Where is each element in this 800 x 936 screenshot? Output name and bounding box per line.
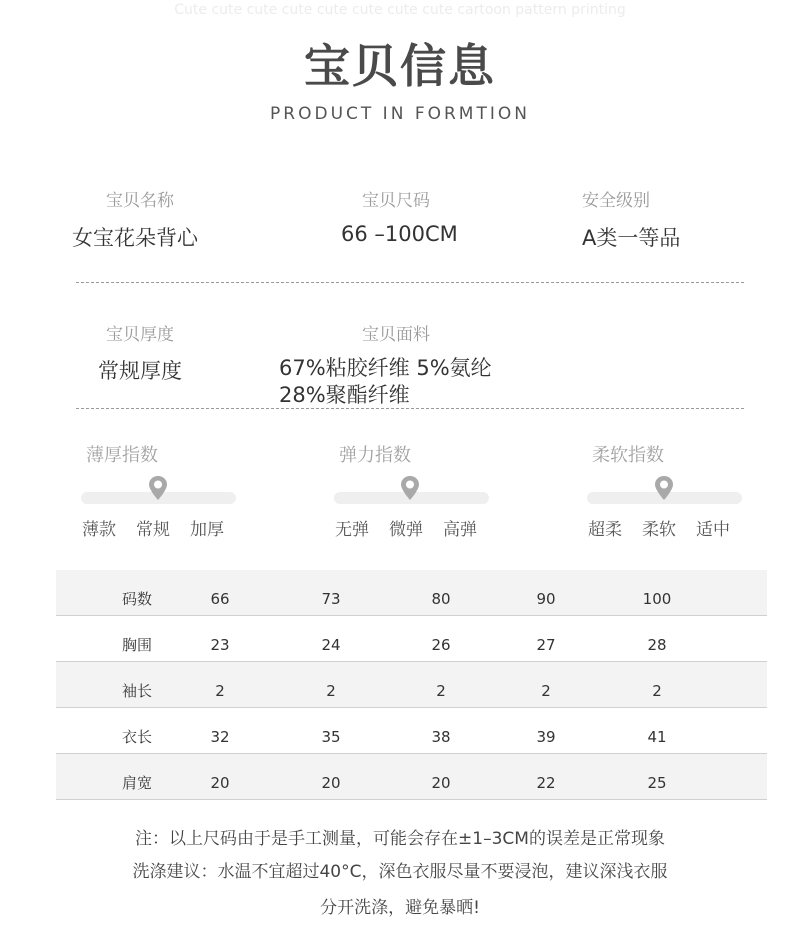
page-subtitle: PRODUCT IN FORMTION (270, 104, 530, 124)
washing-note-line1: 洗涤建议：水温不宜超过40°C，深色衣服尽量不要浸泡，建议深浅衣服 (132, 862, 668, 882)
table-cell: 80 (431, 590, 451, 608)
table-cell: 20 (210, 774, 230, 792)
washing-note-line2: 分开洗涤，避免暴晒! (320, 898, 480, 918)
size-value: 66 –100CM (341, 222, 458, 246)
softness-option-super-soft: 超柔 (588, 520, 622, 540)
table-cell: 41 (647, 728, 667, 746)
table-cell: 2 (436, 682, 446, 700)
row-label: 衣长 (121, 728, 152, 746)
table-cell: 20 (321, 774, 341, 792)
table-row (56, 754, 767, 800)
elasticity-index-title: 弹力指数 (339, 445, 411, 466)
table-cell: 22 (536, 774, 556, 792)
page-title: 宝贝信息 (304, 39, 496, 93)
table-cell: 66 (210, 590, 230, 608)
safety-label: 安全级别 (582, 191, 650, 211)
table-cell: 27 (536, 636, 556, 654)
softness-option-soft: 柔软 (642, 520, 676, 540)
thickness-value: 常规厚度 (98, 359, 182, 383)
thickness-option-thick: 加厚 (190, 520, 224, 540)
size-label: 宝贝尺码 (362, 191, 430, 211)
location-pin-icon (147, 475, 169, 501)
table-row (56, 616, 767, 662)
measurement-note: 注：以上尺码由于是手工测量，可能会存在±1–3CM的误差是正常现象 (135, 829, 665, 849)
location-pin-icon (399, 475, 421, 501)
table-row (56, 662, 767, 708)
row-label: 袖长 (121, 682, 152, 700)
size-table (56, 570, 767, 800)
location-pin-icon (653, 475, 675, 501)
table-cell: 38 (431, 728, 451, 746)
table-cell: 23 (210, 636, 230, 654)
elasticity-option-none: 无弹 (335, 520, 369, 540)
table-cell: 90 (536, 590, 556, 608)
watermark-text: Cute cute cute cute cute cute cute cute cartoon pattern printing (174, 2, 626, 18)
fabric-value-line1: 67%粘胶纤维 5%氨纶 (279, 356, 492, 380)
table-cell: 2 (652, 682, 662, 700)
table-cell: 20 (431, 774, 451, 792)
elasticity-option-high: 高弹 (443, 520, 477, 540)
table-cell: 73 (321, 590, 341, 608)
table-cell: 35 (321, 728, 341, 746)
table-row (56, 708, 767, 754)
thickness-option-thin: 薄款 (82, 520, 116, 540)
softness-index-title: 柔软指数 (592, 445, 664, 466)
row-label: 码数 (121, 590, 152, 608)
name-value: 女宝花朵背心 (72, 226, 198, 250)
divider-bottom (76, 408, 744, 409)
thickness-index-title: 薄厚指数 (86, 445, 158, 466)
table-cell: 2 (215, 682, 225, 700)
divider-top (76, 282, 744, 283)
thickness-label: 宝贝厚度 (106, 325, 174, 345)
row-label: 胸围 (121, 636, 152, 654)
fabric-value-line2: 28%聚酯纤维 (279, 383, 410, 407)
thickness-option-regular: 常规 (136, 520, 170, 540)
safety-value: A类一等品 (582, 226, 681, 250)
table-row (56, 570, 767, 616)
fabric-label: 宝贝面料 (362, 325, 430, 345)
table-cell: 2 (541, 682, 551, 700)
table-cell: 32 (210, 728, 230, 746)
table-cell: 25 (647, 774, 667, 792)
table-cell: 39 (536, 728, 556, 746)
softness-option-moderate: 适中 (696, 520, 730, 540)
elasticity-option-slight: 微弹 (389, 520, 423, 540)
name-label: 宝贝名称 (106, 191, 174, 211)
table-cell: 26 (431, 636, 451, 654)
table-cell: 100 (642, 590, 672, 608)
table-cell: 28 (647, 636, 667, 654)
row-label: 肩宽 (121, 774, 152, 792)
table-cell: 24 (321, 636, 341, 654)
table-cell: 2 (326, 682, 336, 700)
